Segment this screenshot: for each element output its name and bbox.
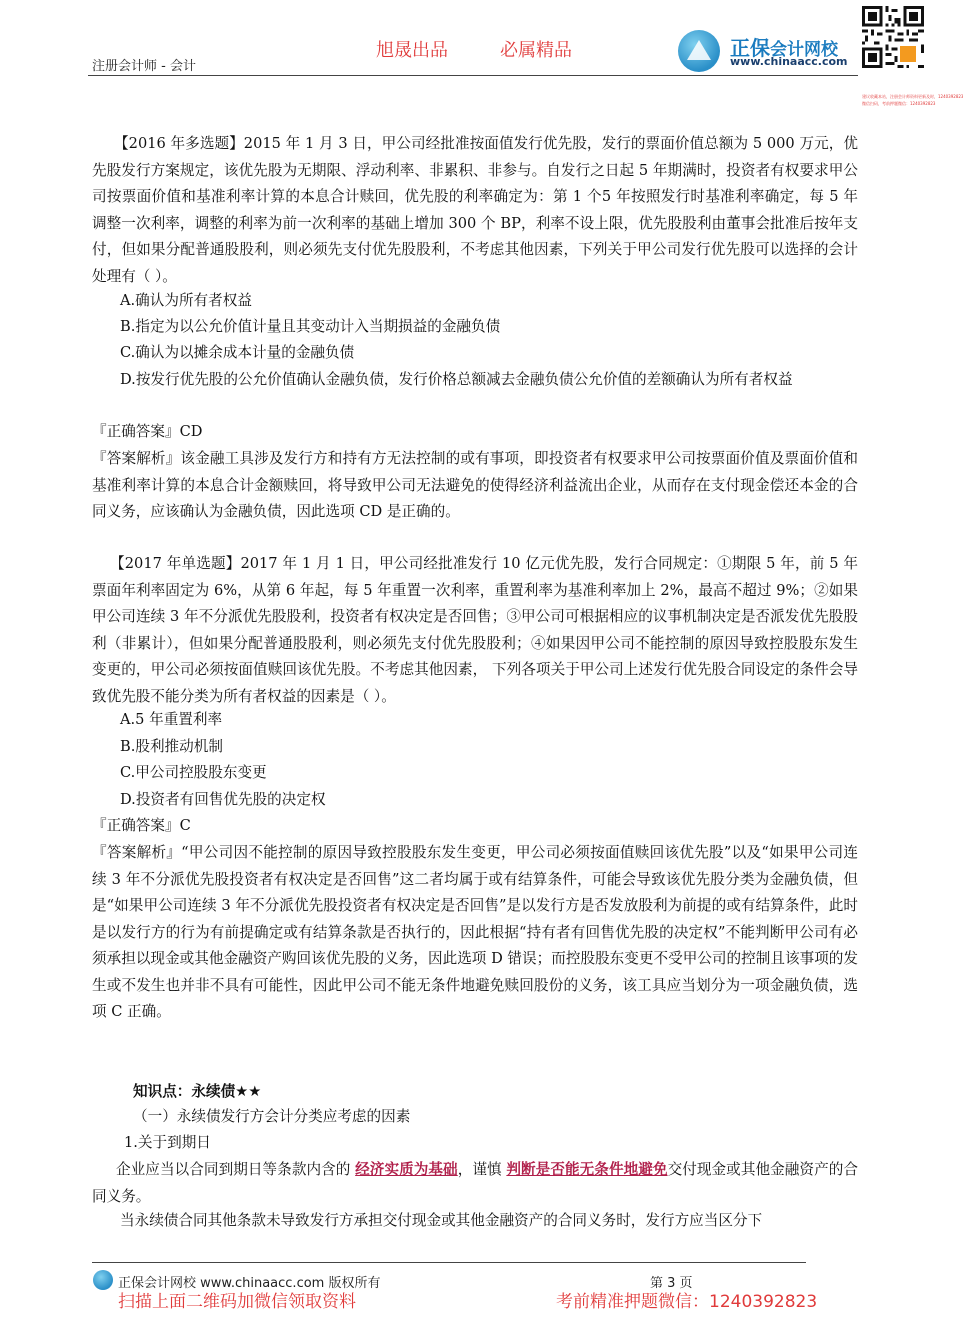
- question-1-stem: 【2016 年多选题】2015 年 1 月 3 日，甲公司经批准按面值发行优先股，发行的票面价值总额为 5 000 万元，优先股发行方案规定，该优先股为无期限、浮动利率、非累积、非参与。自发行之日起 5 年期满时，投资者有权要求甲公司按票面价值和基准利率计算的本息合计赎回，优先股的利率确定为：第 1 个5 年按照发行时基准利率确定，每 5 年调整一次利率，调整的利率为前一次利率的基础上增加 300 个 BP，利率不设上限，优先股股利由董事会批准后按年支付，但如果分配普通股股利，则必须先支付优先股股利，不考虑其他因素，下列关于甲公司发行优先股可以选择的会计处理有（ ）。: [92, 135, 858, 285]
- knowledge-subtitle: （一）永续债发行方会计分类应考虑的因素: [133, 1108, 411, 1125]
- footer-promo-left: 扫描上面二维码加微信领取资料: [118, 1292, 356, 1312]
- brand-logo[interactable]: [678, 30, 858, 72]
- qr-caption-1: 建议收藏本站，注册会计师资料更新及时，1240392823: [862, 94, 963, 99]
- highlight-economic-substance: 经济实质为基础: [355, 1161, 458, 1178]
- logo-icon: [678, 30, 720, 72]
- question-2-option-c: C.甲公司控股股东变更: [120, 764, 267, 781]
- question-1-answer: 『正确答案』CD: [92, 423, 203, 440]
- footer-logo-icon: [93, 1270, 113, 1290]
- knowledge-point-title: 知识点：永续债★★: [133, 1083, 262, 1100]
- question-2-analysis: 『答案解析』“甲公司因不能控制的原因导致控股股东发生变更，甲公司必须按面值赎回该优先股”以及“如果甲公司连续 3 年不分派优先股投资者有权决定是否回售”这二者均属于或有结算条件，可能会导致该优先股分类为金融负债，但是“如果甲公司连续 3 年不分派优先股投资者有权决定是否回售”是以发行方是否发放股利为前提的或有结算条件，此时是以发行方的行为有前提确定或有结算条款是否执行的，因此根据“持有者有回售优先股的决定权”不能判断甲公司有必须承担以现金或其他金融资产购回该优先股的义务，因此选项 D 错误；而控股股东变更不受甲公司的控制且该事项的发生或不发生也并非不具有可能性，因此甲公司不能无条件地避免赎回股份的义务，该工具应当划分为一项金融负债，选项 C 正确。: [92, 844, 858, 1020]
- footer-promo-right: 考前精准押题微信：1240392823: [556, 1292, 818, 1312]
- logo-name-sub: 会计网校: [770, 40, 838, 60]
- qr-caption-2: 微信扫码，考前押题微信：1240392823: [862, 101, 936, 106]
- footer-divider: [92, 1262, 806, 1263]
- logo-name-main: 正保: [730, 36, 770, 60]
- paragraph-1-text-b: ，谨慎: [457, 1161, 507, 1178]
- paragraph-1-text-a: 企业应当以合同到期日等条款内含的: [116, 1161, 356, 1178]
- paragraph-1-text-c: 交付现金或其他金融资产的合同义务。: [92, 1161, 858, 1205]
- qr-badge-icon: [898, 44, 918, 64]
- question-1-option-d: D.按发行优先股的公允价值确认金融负债，发行价格总额减去金融负债公允价值的差额确认为所有者权益: [120, 371, 793, 388]
- slogan-1: 旭晟出品: [376, 40, 448, 61]
- question-2-option-d: D.投资者有回售优先股的决定权: [120, 791, 326, 808]
- question-2-answer: 『正确答案』C: [92, 817, 191, 834]
- question-1-option-c: C.确认为以摊余成本计量的金融负债: [120, 344, 355, 361]
- question-2-option-a: A.5 年重置利率: [120, 711, 223, 728]
- logo-url: www.chinaacc.com: [730, 55, 848, 68]
- question-1-option-b: B.指定为以公允价值计量且其变动计入当期损益的金融负债: [120, 318, 501, 335]
- question-2-stem: 【2017 年单选题】2017 年 1 月 1 日，甲公司经批准发行 10 亿元优先股，发行合同规定：①期限 5 年，前 5 年票面年利率固定为 6%，从第 6 年起，每 5 年重置一次利率，重置利率为基准利率加上 2%，最高不超过 9%；②如果甲公司连续 3 年不分派优先股股利，投资者有权决定是否回售；③甲公司可根据相应的议事机制决定是否派发优先股股利（非累计），但如果分配普通股股利，则必须先支付优先股股利；④如果因甲公司不能控制的原因导致控股股东发生变更的，甲公司必须按面值赎回该优先股。不考虑其他因素， 下列各项关于甲公司上述发行优先股合同设定的条件会导致优先股不能分类为所有者权益的因素是（ ）。: [92, 555, 858, 705]
- knowledge-paragraph-2: 当永续债合同其他条款未导致发行方承担交付现金或其他金融资产的合同义务时，发行方应当区分下: [120, 1212, 763, 1229]
- knowledge-item-1: 1.关于到期日: [124, 1134, 211, 1151]
- question-2-option-b: B.股利推动机制: [120, 738, 223, 755]
- highlight-unconditional-avoid: 判断是否能无条件地避免: [506, 1161, 668, 1178]
- slogan-2: 必属精品: [500, 40, 572, 61]
- footer-brand-text: 正保会计网校 www.chinaacc.com 版权所有: [118, 1276, 381, 1291]
- qr-code[interactable]: [862, 6, 963, 106]
- question-1-analysis: 『答案解析』该金融工具涉及发行方和持有方无法控制的或有事项，即投资者有权要求甲公司按票面价值及票面价值和基准利率计算的本息合计金额赎回，将导致甲公司无法避免的使得经济利益流出企业，从而存在支付现金偿还本金的合同义务，应该确认为金融负债，因此选项 CD 是正确的。: [92, 450, 858, 520]
- knowledge-paragraph-1: [92, 1157, 858, 1210]
- question-1-option-a: A.确认为所有者权益: [120, 292, 252, 309]
- header-subject: 注册会计师 - 会计: [92, 59, 196, 74]
- header-divider: [88, 75, 858, 76]
- page-number: 第 3 页: [650, 1276, 693, 1291]
